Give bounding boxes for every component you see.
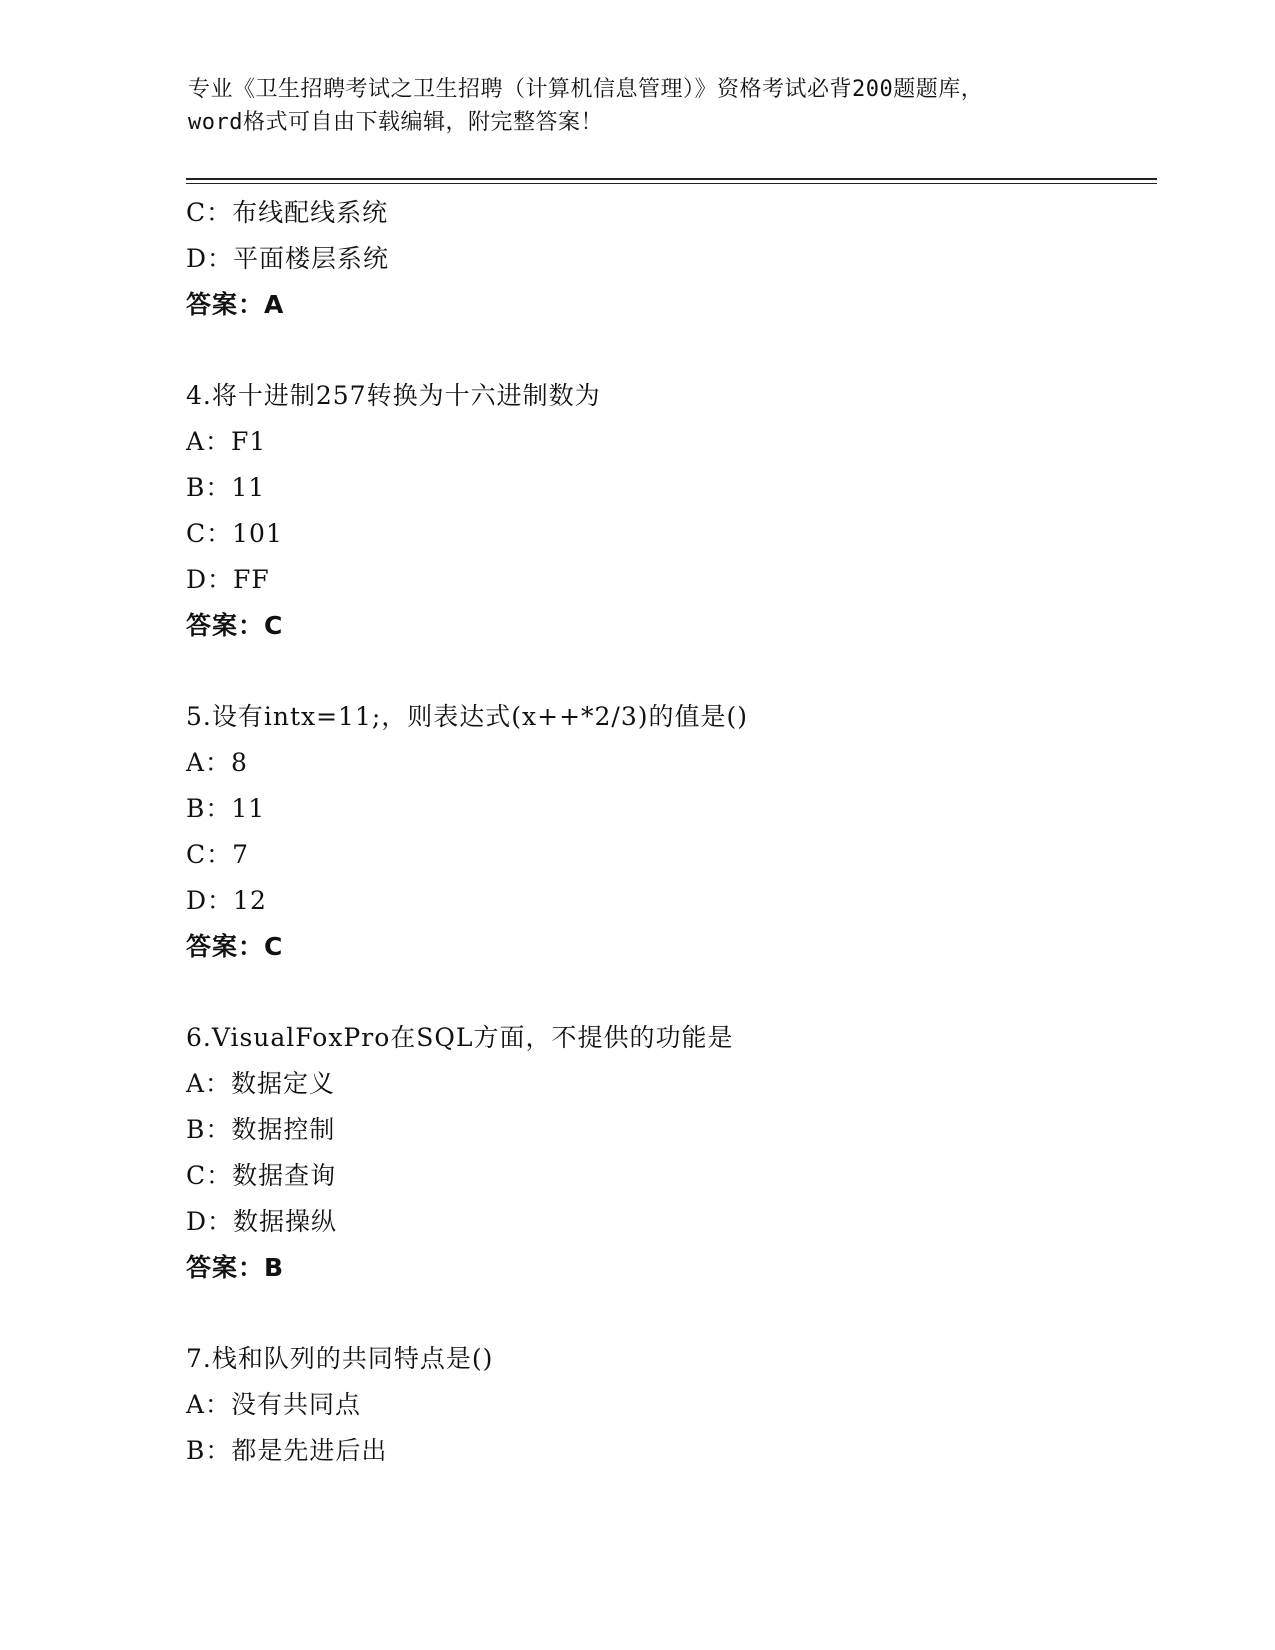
question-stem: 6.VisualFoxPro在SQL方面，不提供的功能是 — [186, 1023, 734, 1052]
option-d: D：数据操纵 — [186, 1207, 338, 1236]
question-7 — [186, 1336, 1126, 1474]
option-b: B：都是先进后出 — [186, 1436, 388, 1465]
option-a: A：数据定义 — [186, 1069, 336, 1098]
option-a: A：8 — [186, 748, 248, 777]
question-stem: 5.设有intx=11;，则表达式(x++*2/3)的值是() — [186, 702, 749, 731]
header-line-1: 专业《卫生招聘考试之卫生招聘（计算机信息管理）》资格考试必背200题题库， — [188, 77, 984, 102]
header-divider-thin — [186, 183, 1157, 184]
option-b: B：11 — [186, 473, 266, 502]
partial-question — [186, 190, 1126, 328]
question-stem: 7.栈和队列的共同特点是() — [186, 1344, 494, 1373]
answer-line: 答案：C — [186, 611, 284, 640]
answer-line: 答案：A — [186, 290, 285, 319]
answer-line: 答案：C — [186, 932, 284, 961]
question-5 — [186, 694, 1126, 970]
question-6 — [186, 1015, 1126, 1291]
question-stem: 4.将十进制257转换为十六进制数为 — [186, 381, 601, 410]
question-spacer — [186, 649, 1126, 694]
option-d: D：平面楼层系统 — [186, 244, 390, 273]
header-divider-thick — [186, 178, 1157, 180]
option-d: D：FF — [186, 565, 270, 594]
option-c: C：101 — [186, 519, 283, 548]
question-spacer — [186, 1291, 1126, 1336]
question-list — [186, 190, 1126, 1474]
option-b: B：11 — [186, 794, 266, 823]
question-4 — [186, 373, 1126, 649]
question-spacer — [186, 328, 1126, 373]
option-c: C：布线配线系统 — [186, 198, 389, 227]
answer-line: 答案：B — [186, 1253, 285, 1282]
option-c: C：数据查询 — [186, 1161, 337, 1190]
option-b: B：数据控制 — [186, 1115, 336, 1144]
option-c: C：7 — [186, 840, 250, 869]
question-spacer — [186, 970, 1126, 1015]
option-d: D：12 — [186, 886, 267, 915]
option-a: A：F1 — [186, 427, 267, 456]
header-line-2: word格式可自由下载编辑，附完整答案！ — [188, 110, 603, 135]
document-header — [188, 73, 1088, 139]
option-a: A：没有共同点 — [186, 1390, 362, 1419]
